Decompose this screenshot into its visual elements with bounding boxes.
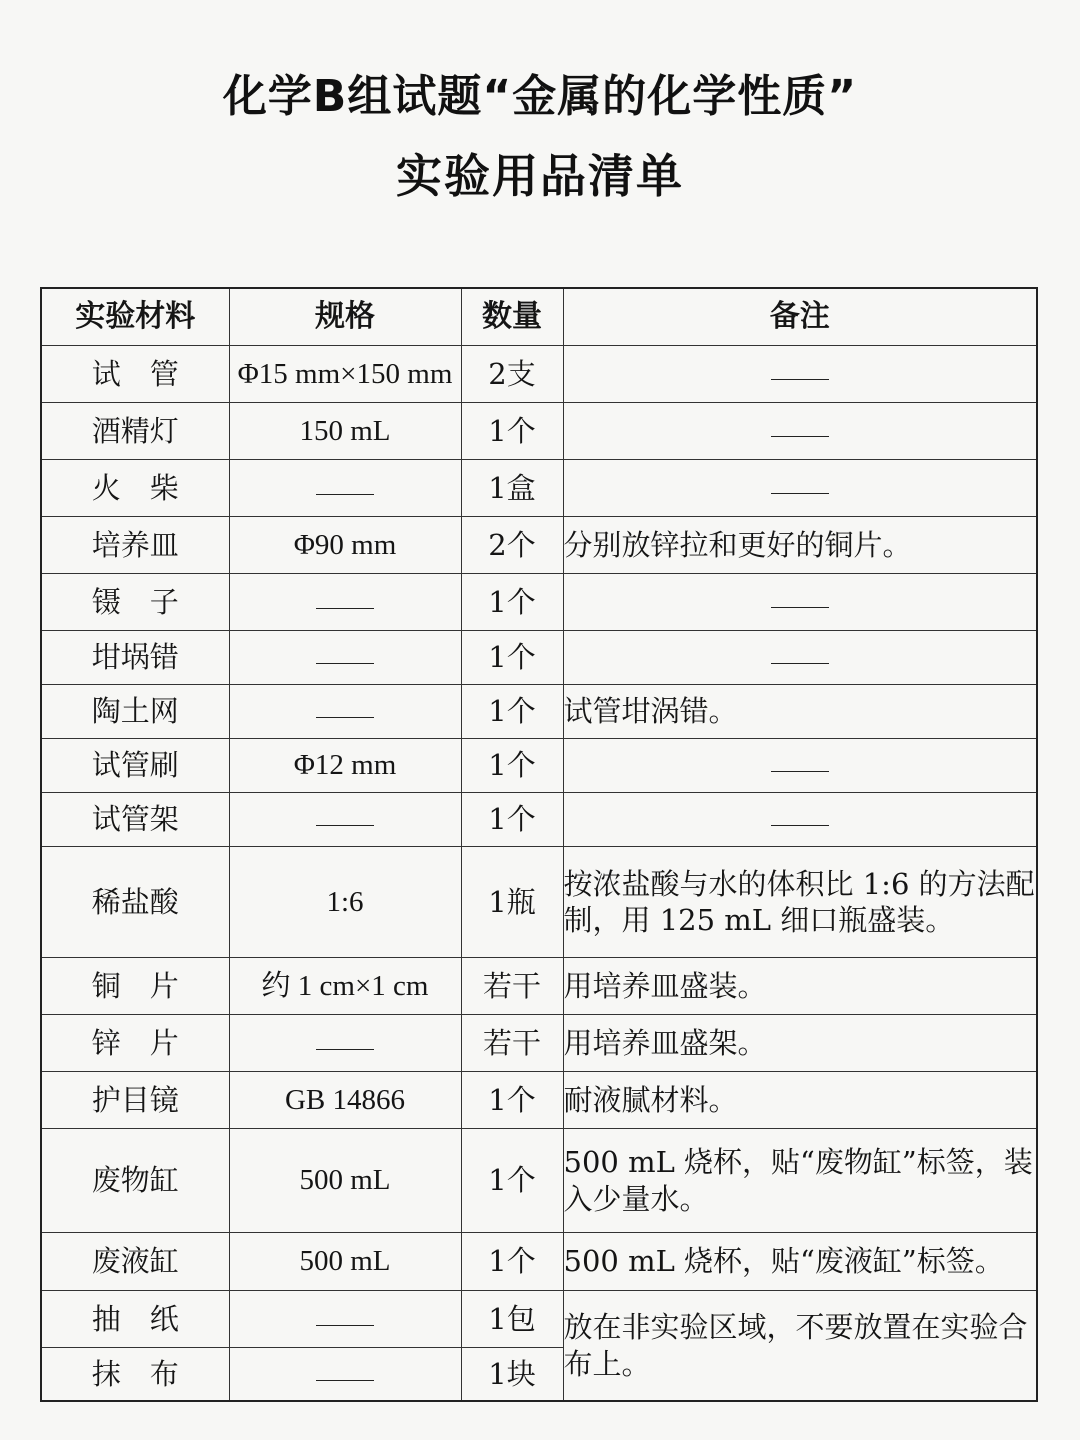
table-header-row — [41, 288, 1037, 346]
material-qty: 1包 — [461, 1291, 563, 1348]
material-name: 抹 布 — [41, 1348, 229, 1402]
dash-mark — [771, 771, 829, 772]
material-name: 镊 子 — [41, 574, 229, 631]
material-note — [563, 460, 1037, 517]
material-qty: 1个 — [461, 739, 563, 793]
material-note: 500 mL 烧杯，贴“废液缸”标签。 — [563, 1233, 1037, 1291]
material-note — [563, 346, 1037, 403]
dash-mark — [771, 825, 829, 826]
material-name: 火 柴 — [41, 460, 229, 517]
dash-mark — [316, 1049, 374, 1050]
material-note — [563, 739, 1037, 793]
material-qty: 1块 — [461, 1348, 563, 1402]
material-qty: 1瓶 — [461, 847, 563, 958]
material-note — [563, 403, 1037, 460]
material-spec: 约 1 cm×1 cm — [229, 958, 461, 1015]
dash-mark — [316, 608, 374, 609]
material-name: 锌 片 — [41, 1015, 229, 1072]
page-subtitle: 实验用品清单 — [396, 149, 684, 203]
material-spec: GB 14866 — [229, 1072, 461, 1129]
table-row — [41, 793, 1037, 847]
material-name: 废物缸 — [41, 1129, 229, 1233]
dash-mark — [316, 825, 374, 826]
material-qty: 1个 — [461, 1233, 563, 1291]
dash-mark — [316, 494, 374, 495]
table-row — [41, 574, 1037, 631]
material-note: 用培养皿盛装。 — [563, 958, 1037, 1015]
material-note: 500 mL 烧杯，贴“废物缸”标签，装入少量水。 — [563, 1129, 1037, 1233]
material-spec: 150 mL — [229, 403, 461, 460]
material-name: 陶土网 — [41, 685, 229, 739]
table-row — [41, 517, 1037, 574]
material-note: 试管坩涡错。 — [563, 685, 1037, 739]
header-qty: 数量 — [461, 288, 563, 346]
material-spec — [229, 460, 461, 517]
material-qty: 2支 — [461, 346, 563, 403]
table-row — [41, 1233, 1037, 1291]
material-spec — [229, 793, 461, 847]
material-name: 酒精灯 — [41, 403, 229, 460]
material-qty: 1个 — [461, 685, 563, 739]
material-spec — [229, 1015, 461, 1072]
dash-mark — [771, 379, 829, 380]
dash-mark — [316, 1380, 374, 1381]
table-row — [41, 631, 1037, 685]
material-note: 放在非实验区域，不要放置在实验合布上。 — [563, 1291, 1037, 1402]
material-note — [563, 793, 1037, 847]
material-qty: 1个 — [461, 793, 563, 847]
material-spec — [229, 631, 461, 685]
materials-table — [40, 287, 1038, 1402]
material-name: 铜 片 — [41, 958, 229, 1015]
material-note: 分别放锌拉和更好的铜片。 — [563, 517, 1037, 574]
material-qty: 若干 — [461, 1015, 563, 1072]
material-qty: 1个 — [461, 1072, 563, 1129]
material-qty: 若干 — [461, 958, 563, 1015]
material-note: 按浓盐酸与水的体积比 1:6 的方法配制，用 125 mL 细口瓶盛装。 — [563, 847, 1037, 958]
material-spec: 500 mL — [229, 1129, 461, 1233]
table-row — [41, 958, 1037, 1015]
dash-mark — [771, 436, 829, 437]
table-row — [41, 739, 1037, 793]
header-spec: 规格 — [229, 288, 461, 346]
header-material: 实验材料 — [41, 288, 229, 346]
table-row — [41, 460, 1037, 517]
material-spec: Φ90 mm — [229, 517, 461, 574]
material-spec — [229, 574, 461, 631]
table-row — [41, 1015, 1037, 1072]
material-spec — [229, 1348, 461, 1402]
material-spec: Φ12 mm — [229, 739, 461, 793]
material-note — [563, 631, 1037, 685]
material-qty: 1个 — [461, 403, 563, 460]
material-spec: 500 mL — [229, 1233, 461, 1291]
material-name: 试 管 — [41, 346, 229, 403]
material-name: 培养皿 — [41, 517, 229, 574]
table-row — [41, 1129, 1037, 1233]
header-note: 备注 — [563, 288, 1037, 346]
dash-mark — [316, 717, 374, 718]
table-row — [41, 1072, 1037, 1129]
material-name: 抽 纸 — [41, 1291, 229, 1348]
material-note — [563, 574, 1037, 631]
material-qty: 1盒 — [461, 460, 563, 517]
material-qty: 1个 — [461, 574, 563, 631]
table-row — [41, 1291, 1037, 1348]
material-name: 废液缸 — [41, 1233, 229, 1291]
material-spec — [229, 685, 461, 739]
material-name: 护目镜 — [41, 1072, 229, 1129]
dash-mark — [316, 663, 374, 664]
material-note: 耐液腻材料。 — [563, 1072, 1037, 1129]
material-spec: 1:6 — [229, 847, 461, 958]
material-name: 试管架 — [41, 793, 229, 847]
page-title: 化学B组试题“金属的化学性质” — [222, 71, 858, 122]
dash-mark — [771, 493, 829, 494]
table-row — [41, 685, 1037, 739]
material-note: 用培养皿盛架。 — [563, 1015, 1037, 1072]
table-row — [41, 847, 1037, 958]
material-qty: 1个 — [461, 1129, 563, 1233]
material-qty: 1个 — [461, 631, 563, 685]
material-name: 试管刷 — [41, 739, 229, 793]
table-row — [41, 346, 1037, 403]
table-row — [41, 403, 1037, 460]
dash-mark — [771, 607, 829, 608]
material-name: 坩埚错 — [41, 631, 229, 685]
material-name: 稀盐酸 — [41, 847, 229, 958]
material-spec — [229, 1291, 461, 1348]
material-qty: 2个 — [461, 517, 563, 574]
dash-mark — [771, 663, 829, 664]
dash-mark — [316, 1325, 374, 1326]
material-spec: Φ15 mm×150 mm — [229, 346, 461, 403]
